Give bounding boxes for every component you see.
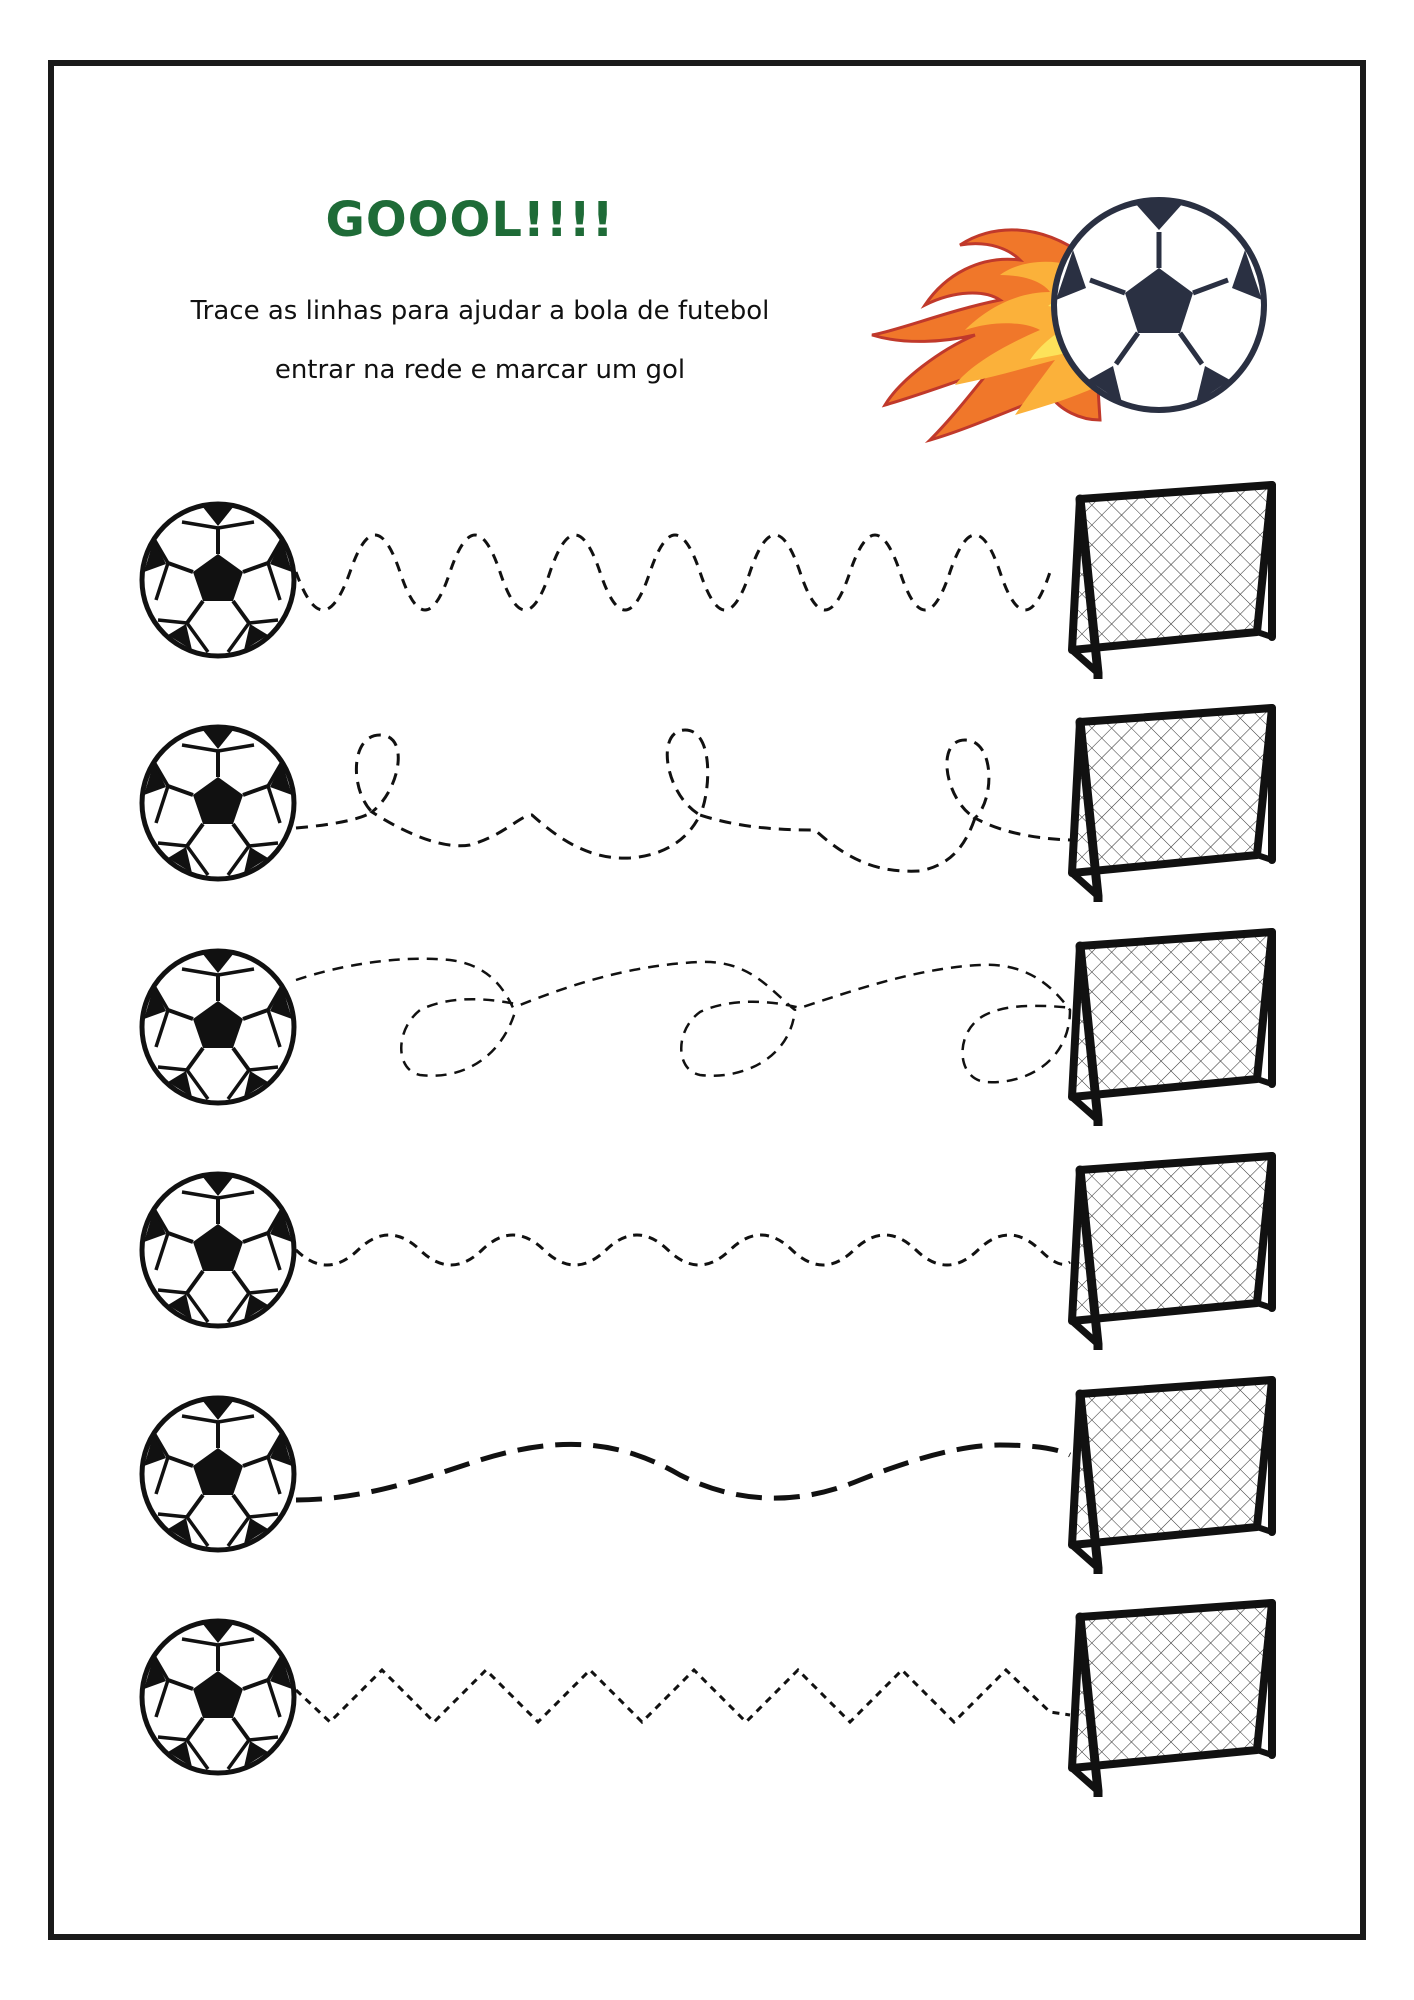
instruction-line-2: entrar na rede e marcar um gol — [274, 355, 686, 385]
tracing-row-1 — [142, 485, 1272, 679]
soccer-goal-icon — [1072, 932, 1272, 1126]
tracing-path-arches — [296, 535, 1050, 610]
tracing-path-small-waves — [296, 1235, 1070, 1265]
instruction-line-1: Trace as linhas para ajudar a bola de futebol — [190, 296, 770, 326]
soccer-ball-icon — [142, 727, 294, 879]
soccer-ball-icon — [142, 1621, 294, 1773]
tracing-path-zigzag — [296, 1670, 1070, 1722]
tracing-path-loops-down — [296, 959, 1075, 1083]
soccer-ball-icon — [142, 1174, 294, 1326]
tracing-row-4 — [142, 1156, 1272, 1350]
soccer-goal-icon — [1072, 1380, 1272, 1574]
tracing-row-6 — [142, 1603, 1272, 1797]
soccer-ball-icon — [142, 951, 294, 1103]
tracing-row-3 — [142, 932, 1272, 1126]
soccer-goal-icon — [1072, 485, 1272, 679]
soccer-goal-icon — [1072, 708, 1272, 902]
soccer-ball-icon — [142, 1398, 294, 1550]
soccer-ball-icon — [142, 504, 294, 656]
tracing-path-long-wave — [296, 1444, 1070, 1500]
tracing-row-5 — [142, 1380, 1272, 1574]
tracing-path-loops — [296, 730, 1100, 871]
soccer-goal-icon — [1072, 1156, 1272, 1350]
flaming-soccer-ball-icon — [872, 200, 1264, 440]
tracing-row-2 — [142, 708, 1272, 902]
worksheet-title: GOOOL!!!! — [325, 192, 615, 248]
soccer-goal-icon — [1072, 1603, 1272, 1797]
